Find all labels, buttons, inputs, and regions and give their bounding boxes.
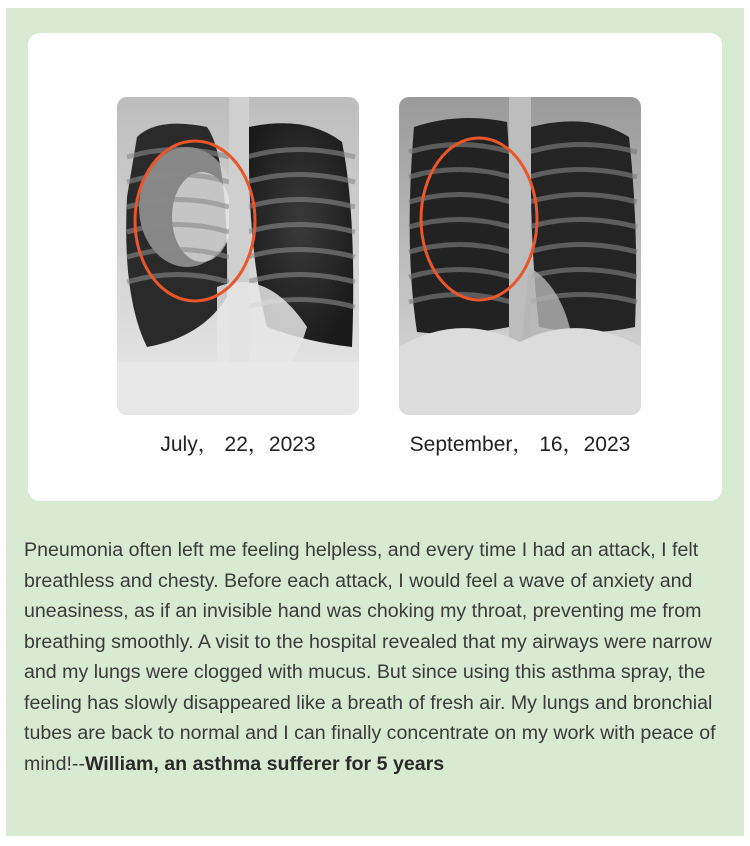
xray-before-image	[117, 97, 359, 415]
testimonial-body: Pneumonia often left me feeling helpless, and every time I had an attack, I felt breathless and chesty. Before each attack, I would feel a wave of anxiety and uneasiness, as if an invisible hand was choking my throat, preventing me from breathing smoothly. A visit to the hospital revealed that my airways were narrow and my lungs were clogged with mucus. But since using this asthma spray, the feeling has slowly disappeared like a breath of fresh air. My lungs and bronchial tubes are back to normal and I can finally concentrate on my work with peace of mind!--	[24, 539, 716, 775]
testimonial-text	[24, 535, 736, 779]
xray-before-date: July， 22，2023	[160, 433, 316, 456]
xray-after-date: September， 16，2023	[409, 433, 631, 456]
testimonial-author: William, an asthma sufferer for 5 years	[84, 752, 445, 775]
xray-after-image	[399, 97, 641, 415]
